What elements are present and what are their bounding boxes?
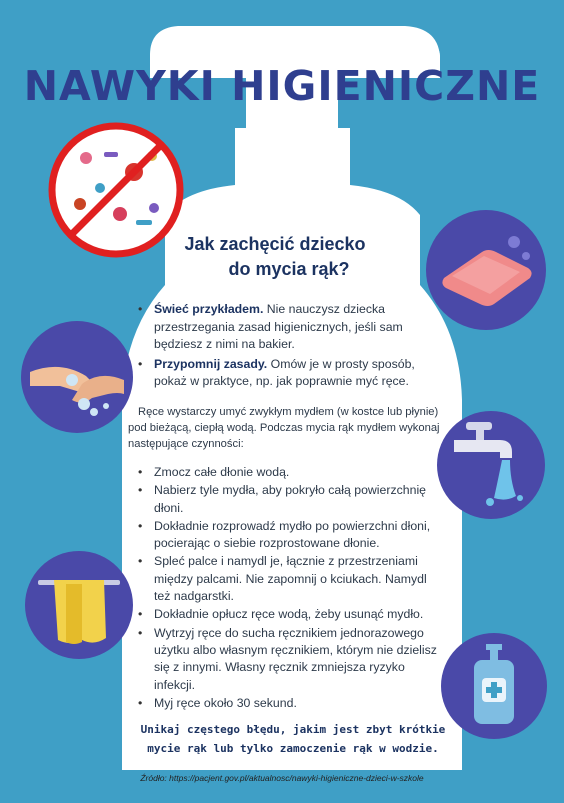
intro-paragraph: Ręce wystarczy umyć zwykłym mydłem (w kostce lub płynie) pod bieżącą, ciepłą wodą. Podczas mycia rąk mydłem wykonaj następujące czynności:	[128, 406, 440, 450]
tip-heading: Świeć przykładem.	[154, 302, 264, 316]
towel-icon	[24, 550, 134, 660]
list-item: • Dokładnie rozprowadź mydło po powierzchni dłoni, pocierając o siebie rozprostowane dłonie.	[136, 518, 446, 553]
list-item: • Wytrzyj ręce do sucha ręcznikiem jednorazowego użytku albo własnym ręcznikiem, którym nie dzielisz się z innymi. Własny ręcznik zmniejsza ryzyko infekcji.	[136, 625, 446, 694]
sanitizer-bottle-icon	[440, 632, 548, 740]
faucet-icon	[436, 410, 546, 520]
tips-list	[136, 301, 426, 393]
list-item	[136, 356, 426, 391]
list-item: • Zmocz całe dłonie wodą.	[136, 464, 446, 481]
list-item: • Spleć palce i namydl je, łącznie z przestrzeniami między palcami. Nie zapomnij o kciukach. Namydl też nadgarstki.	[136, 553, 446, 605]
list-item: • Dokładnie opłucz ręce wodą, żeby usunąć mydło.	[136, 606, 446, 623]
washing-hands-icon	[20, 320, 134, 434]
subtitle-line-1: Jak zachęcić dziecko	[184, 234, 366, 254]
soap-bar-icon	[424, 208, 548, 332]
tip-text: Omów je w prosty sposób, pokaż w praktyce, np. jak poprawnie myć ręce.	[154, 356, 415, 389]
source-link[interactable]: Źródło: https://pacjent.gov.pl/aktualnosc/nawyki-higieniczne-dzieci-w-szkole	[140, 773, 424, 783]
tip-heading: Przypomnij zasady.	[154, 356, 268, 371]
list-item: • Myj ręce około 30 sekund.	[136, 695, 446, 712]
list-item: • Nabierz tyle mydła, aby pokryło całą powierzchnię dłoni.	[136, 482, 446, 517]
subtitle	[160, 232, 390, 282]
tip-text: Nie nauczysz dziecka przestrzegania zasad higienicznych, jeśli sam będziesz z nimi na bakier.	[154, 302, 403, 352]
warning-text: Unikaj częstego błędu, jakim jest zbyt krótkie mycie rąk lub tylko zamoczenie rąk w wodzie.	[140, 723, 446, 755]
subtitle-line-2: do mycia rąk?	[228, 259, 350, 279]
steps-list	[136, 464, 446, 713]
page-title: NAWYKI HIGIENICZNE	[23, 62, 541, 110]
list-item	[136, 301, 426, 354]
